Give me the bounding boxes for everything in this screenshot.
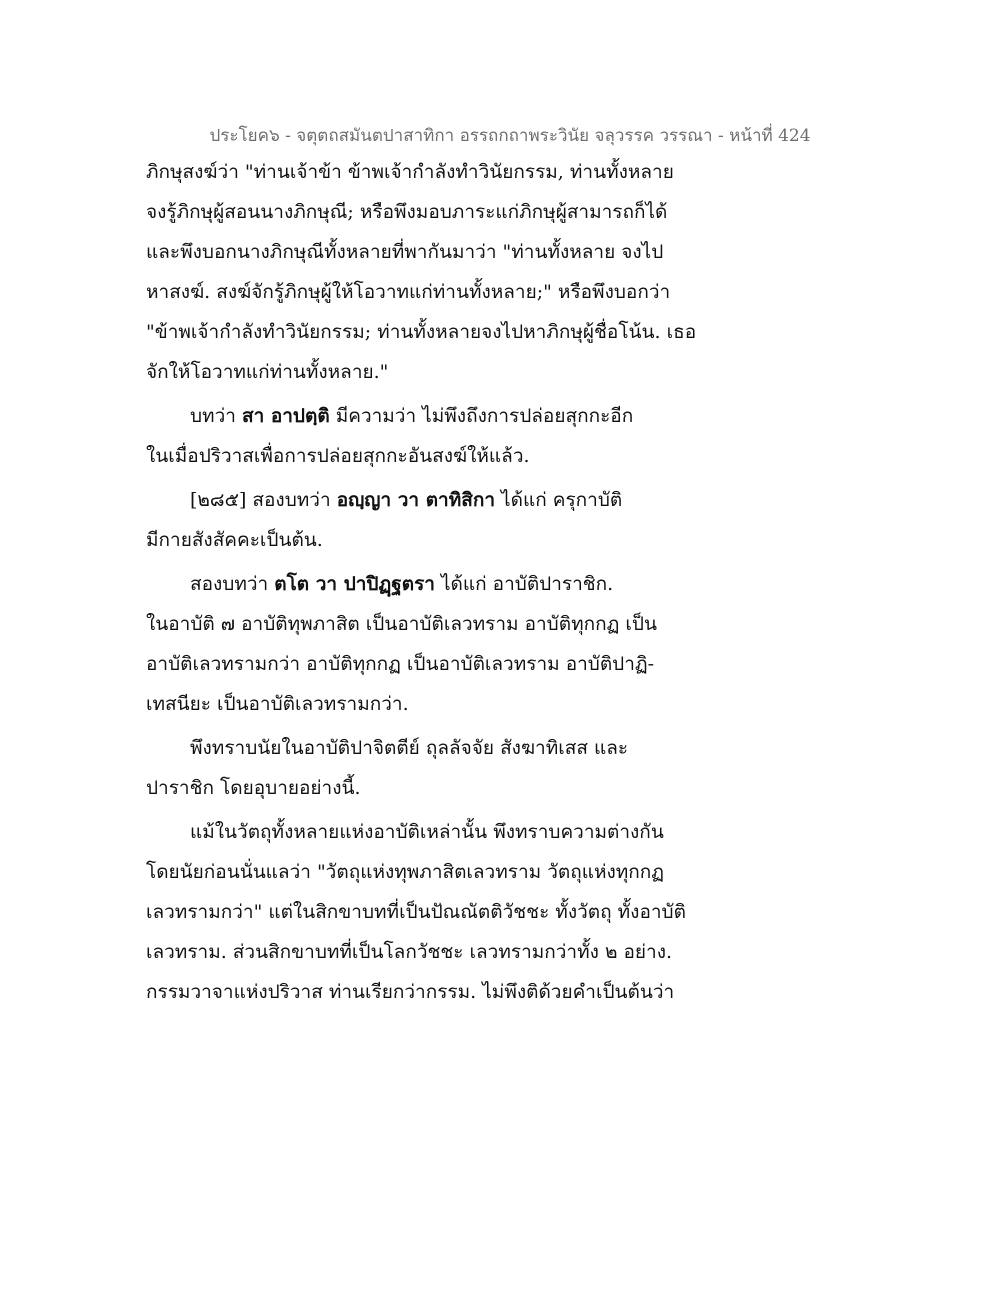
text-segment: ได้แก่ อาบัติปาราชิก.: [434, 573, 614, 595]
text-segment: [๒๘๕] สองบทว่า: [190, 489, 337, 511]
body-text: [146, 152, 706, 1012]
paragraph-6: [146, 812, 706, 1012]
text-line: แม้ในวัตถุทั้งหลายแห่งอาบัติเหล่านั้น พึงทราบความต่างกัน: [190, 821, 664, 843]
text-line: โดยนัยก่อนนั่นแลว่า "วัตถุแห่งทุพภาสิตเลวทราม วัตถุแห่งทุกกฏ: [146, 861, 665, 883]
text-line: หาสงฆ์. สงฆ์จักรู้ภิกษุผู้ให้โอวาทแก่ท่านทั้งหลาย;" หรือพึงบอกว่า: [146, 281, 671, 303]
text-line: มีกายสังสัคคะเป็นต้น.: [146, 529, 323, 551]
text-line: ปาราชิก โดยอุบายอย่างนี้.: [146, 777, 361, 799]
text-line: [146, 480, 706, 520]
text-line: [146, 564, 706, 604]
paragraph-5: [146, 728, 706, 808]
paragraph-4: [146, 564, 706, 724]
bold-term: สา อาปตฺติ: [241, 405, 330, 427]
text-line: ในเมื่อปริวาสเพื่อการปล่อยสุกกะอันสงฆ์ให้แล้ว.: [146, 445, 530, 467]
text-line: เทสนียะ เป็นอาบัติเลวทรามกว่า.: [146, 693, 409, 715]
text-segment: ได้แก่ ครุกาบัติ: [495, 489, 623, 511]
running-header: ประโยค๖ - จตุตถสมันตปาสาทิกา อรรถกถาพระวินัย จลุวรรค วรรณา - หน้าที่ 424: [209, 126, 811, 146]
text-line: พึงทราบนัยในอาบัติปาจิตตีย์ ถุลลัจจัย สังฆาทิเสส และ: [190, 737, 629, 759]
paragraph-1: [146, 152, 706, 392]
bold-term: อญฺญา วา ตาทิสิกา: [336, 489, 496, 511]
paragraph-2: [146, 396, 706, 476]
text-line: ภิกษุสงฆ์ว่า "ท่านเจ้าข้า ข้าพเจ้ากำลังทำวินัยกรรม, ท่านทั้งหลาย: [146, 161, 674, 183]
text-line: กรรมวาจาแห่งปริวาส ท่านเรียกว่ากรรม. ไม่พึงติด้วยคำเป็นต้นว่า: [146, 981, 675, 1003]
text-line: เลวทรามกว่า" แต่ในสิกขาบทที่เป็นปัณณัตติวัชชะ ทั้งวัตถุ ทั้งอาบัติ: [146, 901, 686, 923]
text-line: "ข้าพเจ้ากำลังทำวินัยกรรม; ท่านทั้งหลายจงไปหาภิกษุผู้ชื่อโน้น. เธอ: [146, 321, 697, 343]
text-line: และพึงบอกนางภิกษุณีทั้งหลายที่พากันมาว่า "ท่านทั้งหลาย จงไป: [146, 241, 664, 263]
text-line: อาบัติเลวทรามกว่า อาบัติทุกกฏ เป็นอาบัติเลวทราม อาบัติปาฏิ-: [146, 653, 655, 675]
text-line: เลวทราม. ส่วนสิกขาบทที่เป็นโลกวัชชะ เลวทรามกว่าทั้ง ๒ อย่าง.: [146, 941, 673, 963]
text-segment: บทว่า: [190, 405, 242, 427]
bold-term: ตโต วา ปาปิฏฺฐตรา: [274, 573, 435, 595]
text-line: จักให้โอวาทแก่ท่านทั้งหลาย.": [146, 361, 389, 383]
text-segment: สองบทว่า: [190, 573, 275, 595]
text-line: ในอาบัติ ๗ อาบัติทุพภาสิต เป็นอาบัติเลวทราม อาบัติทุกกฏ เป็น: [146, 613, 657, 635]
text-line: จงรู้ภิกษุผู้สอนนางภิกษุณี; หรือพึงมอบภาระแก่ภิกษุผู้สามารถก็ได้: [146, 201, 668, 223]
text-segment: มีความว่า ไม่พึงถึงการปล่อยสุกกะอีก: [329, 405, 634, 427]
text-line: [146, 396, 706, 436]
paragraph-3: [146, 480, 706, 560]
